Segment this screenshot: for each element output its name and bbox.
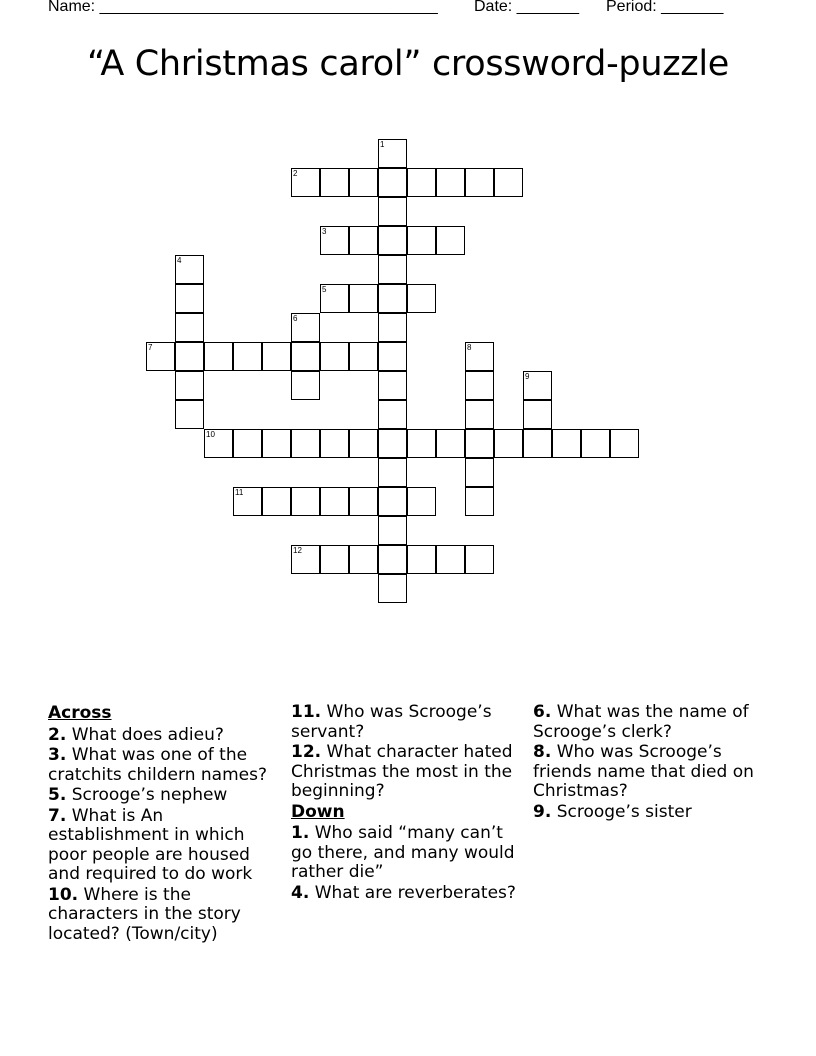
down-clue-4: 4. What are reverberates? — [291, 882, 516, 903]
across-clue-11: 11. Who was Scrooge’s servant? — [291, 702, 492, 742]
name-field-label[interactable]: Name: ______________________________________ — [48, 0, 438, 15]
clues-column-2 — [291, 703, 527, 904]
grid-cell[interactable] — [523, 429, 552, 458]
grid-cell[interactable] — [349, 284, 378, 313]
grid-cell[interactable] — [407, 284, 436, 313]
grid-cell[interactable] — [407, 226, 436, 255]
grid-cell[interactable] — [233, 429, 262, 458]
grid-cell[interactable] — [465, 545, 494, 574]
across-clue-10: 10. Where is the characters in the story located? (Town/city) — [48, 884, 241, 944]
grid-cell[interactable] — [465, 429, 494, 458]
cell-number: 2 — [293, 169, 298, 178]
grid-cell[interactable] — [378, 516, 407, 545]
grid-cell[interactable] — [436, 226, 465, 255]
grid-cell[interactable] — [233, 487, 262, 516]
grid-cell[interactable] — [320, 429, 349, 458]
grid-cell[interactable] — [494, 168, 523, 197]
grid-cell[interactable] — [175, 313, 204, 342]
grid-cell[interactable] — [523, 371, 552, 400]
grid-cell[interactable] — [436, 429, 465, 458]
grid-cell[interactable] — [378, 342, 407, 371]
grid-cell[interactable] — [320, 342, 349, 371]
grid-cell[interactable] — [378, 458, 407, 487]
grid-cell[interactable] — [175, 255, 204, 284]
grid-cell[interactable] — [407, 545, 436, 574]
grid-cell[interactable] — [262, 429, 291, 458]
grid-cell[interactable] — [204, 342, 233, 371]
date-field-label[interactable]: Date: _______ — [474, 0, 579, 15]
down-clue-1: 1. Who said “many can’t go there, and many would rather die” — [291, 823, 515, 882]
across-clue-3: 3. What was one of the cratchits childern names? — [48, 745, 267, 785]
grid-cell[interactable] — [436, 545, 465, 574]
grid-cell[interactable] — [378, 400, 407, 429]
grid-cell[interactable] — [465, 371, 494, 400]
grid-cell[interactable] — [349, 342, 378, 371]
grid-cell[interactable] — [175, 284, 204, 313]
grid-cell[interactable] — [262, 342, 291, 371]
across-clue-7: 7. What is An establishment in which poor people are housed and required to do work — [48, 805, 253, 884]
down-clue-9: 9. Scrooge’s sister — [533, 801, 692, 822]
grid-cell[interactable] — [320, 168, 349, 197]
grid-cell[interactable] — [175, 400, 204, 429]
across-heading: Across — [48, 703, 112, 723]
grid-cell[interactable] — [349, 487, 378, 516]
grid-cell[interactable] — [175, 371, 204, 400]
cell-number: 11 — [235, 488, 244, 497]
cell-number: 4 — [177, 256, 182, 265]
cell-number: 3 — [322, 227, 327, 236]
grid-cell[interactable] — [204, 429, 233, 458]
grid-cell[interactable] — [349, 226, 378, 255]
cell-number: 10 — [206, 430, 215, 439]
grid-cell[interactable] — [349, 168, 378, 197]
grid-cell[interactable] — [378, 226, 407, 255]
page-title: “A Christmas carol” crossword-puzzle — [87, 44, 729, 84]
grid-cell[interactable] — [407, 168, 436, 197]
grid-cell[interactable] — [291, 487, 320, 516]
grid-cell[interactable] — [291, 342, 320, 371]
cell-number: 8 — [467, 343, 472, 352]
grid-cell[interactable] — [407, 429, 436, 458]
grid-cell[interactable] — [378, 487, 407, 516]
grid-cell[interactable] — [320, 545, 349, 574]
clues-column-1 — [48, 703, 284, 945]
grid-cell[interactable] — [291, 371, 320, 400]
across-clue-5: 5. Scrooge’s nephew — [48, 785, 228, 805]
grid-cell[interactable] — [291, 429, 320, 458]
grid-cell[interactable] — [320, 226, 349, 255]
grid-cell[interactable] — [320, 284, 349, 313]
cell-number: 9 — [525, 372, 530, 381]
cell-number: 1 — [380, 140, 385, 149]
grid-cell[interactable] — [378, 168, 407, 197]
grid-cell[interactable] — [494, 429, 523, 458]
grid-cell[interactable] — [552, 429, 581, 458]
grid-cell[interactable] — [378, 574, 407, 603]
grid-cell[interactable] — [465, 400, 494, 429]
grid-cell[interactable] — [378, 255, 407, 284]
grid-cell[interactable] — [465, 458, 494, 487]
grid-cell[interactable] — [233, 342, 262, 371]
grid-cell[interactable] — [465, 487, 494, 516]
down-heading: Down — [291, 801, 345, 822]
grid-cell[interactable] — [407, 487, 436, 516]
grid-cell[interactable] — [378, 313, 407, 342]
grid-cell[interactable] — [523, 400, 552, 429]
grid-cell[interactable] — [146, 342, 175, 371]
down-clue-6: 6. What was the name of Scrooge’s clerk? — [533, 702, 749, 742]
cell-number: 5 — [322, 285, 327, 294]
down-clue-8: 8. Who was Scrooge’s friends name that died on Christmas? — [533, 742, 754, 801]
grid-cell[interactable] — [465, 342, 494, 371]
across-clue-2: 2. What does adieu? — [48, 724, 224, 745]
cell-number: 7 — [148, 343, 153, 352]
grid-cell[interactable] — [291, 545, 320, 574]
period-field-label[interactable]: Period: _______ — [606, 0, 724, 15]
grid-cell[interactable] — [378, 371, 407, 400]
grid-cell[interactable] — [291, 168, 320, 197]
grid-cell[interactable] — [378, 197, 407, 226]
grid-cell[interactable] — [610, 429, 639, 458]
grid-cell[interactable] — [378, 429, 407, 458]
grid-cell[interactable] — [465, 168, 494, 197]
grid-cell[interactable] — [436, 168, 465, 197]
grid-cell[interactable] — [349, 429, 378, 458]
grid-cell[interactable] — [320, 487, 349, 516]
grid-cell[interactable] — [291, 313, 320, 342]
grid-cell[interactable] — [581, 429, 610, 458]
grid-cell[interactable] — [262, 487, 291, 516]
grid-cell[interactable] — [349, 545, 378, 574]
cell-number: 12 — [293, 546, 302, 555]
cell-number: 6 — [293, 314, 298, 323]
clues-column-3 — [533, 703, 773, 823]
grid-cell[interactable] — [175, 342, 204, 371]
grid-cell[interactable] — [378, 284, 407, 313]
grid-cell[interactable] — [378, 139, 407, 168]
grid-cell[interactable] — [378, 545, 407, 574]
across-clue-12: 12. What character hated Christmas the most in the beginning? — [291, 742, 513, 801]
